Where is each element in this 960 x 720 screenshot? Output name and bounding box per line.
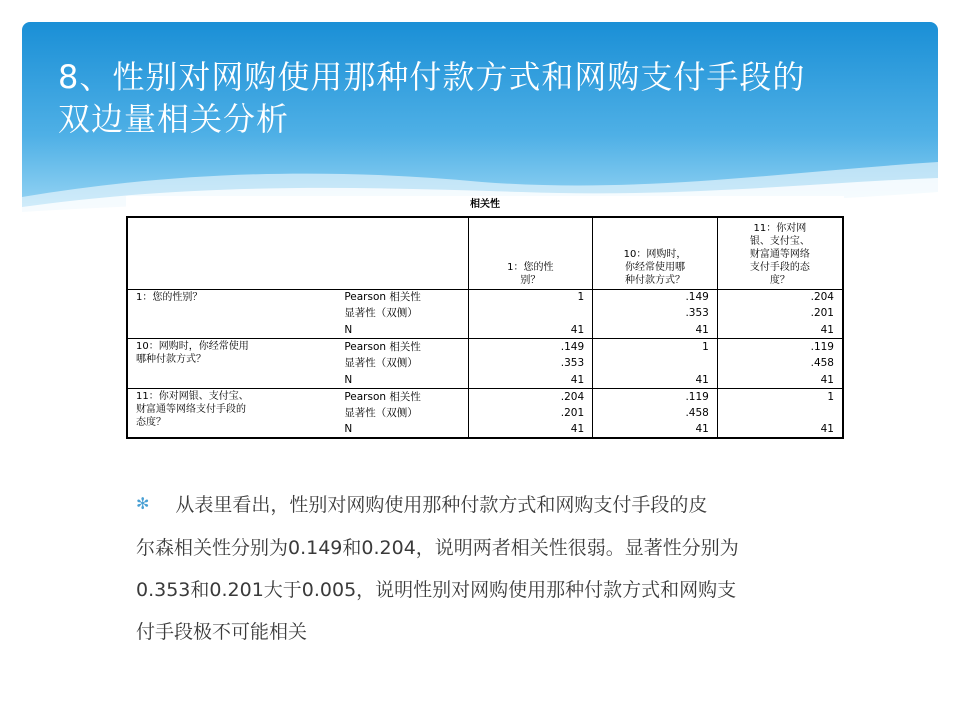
table-cell	[717, 405, 843, 422]
table-cell: .353	[593, 306, 718, 323]
table-cell: 41	[468, 422, 593, 439]
row-variable-label: 11：你对网银、支付宝、 财富通等网络支付手段的 态度？	[127, 389, 336, 439]
row-statistic-label: N	[336, 422, 468, 439]
table-cell: 41	[468, 372, 593, 389]
body-paragraph	[136, 484, 886, 653]
table-row	[127, 389, 843, 406]
column-header-3: 11：你对网 银、支付宝、 财富通等网络 支付手段的态 度？	[717, 217, 843, 289]
body-line-2: 尔森相关性分别为0.149和0.204，说明两者相关性很弱。显著性分别为	[136, 537, 739, 559]
table-cell: .149	[593, 289, 718, 306]
row-statistic-label: Pearson 相关性	[336, 339, 468, 356]
row-statistic-label: Pearson 相关性	[336, 389, 468, 406]
table-caption: 相关性	[470, 199, 500, 210]
table-cell: .458	[593, 405, 718, 422]
table-cell: 41	[593, 372, 718, 389]
slide-title	[58, 56, 918, 140]
row-statistic-label: 显著性（双侧）	[336, 355, 468, 372]
table-cell: 41	[717, 372, 843, 389]
row-statistic-label: N	[336, 322, 468, 339]
table-header-row	[127, 217, 843, 289]
row-statistic-label: 显著性（双侧）	[336, 405, 468, 422]
table-cell: .353	[468, 355, 593, 372]
table-cell: .149	[468, 339, 593, 356]
table-cell: .201	[717, 306, 843, 323]
table-cell: 1	[593, 339, 718, 356]
row-variable-label: 1：您的性别？	[127, 289, 336, 339]
table-cell: 41	[717, 422, 843, 439]
table-cell: .204	[717, 289, 843, 306]
table-cell: .204	[468, 389, 593, 406]
table-cell: 41	[717, 322, 843, 339]
correlation-table	[126, 216, 844, 439]
table-cell: 1	[468, 289, 593, 306]
table-cell: .458	[717, 355, 843, 372]
row-variable-label: 10：网购时，你经常使用 哪种付款方式？	[127, 339, 336, 389]
table-cell: .201	[468, 405, 593, 422]
body-line-4: 付手段极不可能相关	[136, 621, 308, 643]
title-line-2: 双边量相关分析	[58, 100, 290, 138]
correlation-table-image	[126, 196, 844, 442]
table-row	[127, 339, 843, 356]
column-header-2: 10：网购时， 你经常使用哪 种付款方式？	[593, 217, 718, 289]
title-line-1: 8、性别对网购使用那种付款方式和网购支付手段的	[58, 58, 806, 96]
table-cell: 41	[593, 422, 718, 439]
row-statistic-label: Pearson 相关性	[336, 289, 468, 306]
table-cell: 1	[717, 389, 843, 406]
asterisk-bullet-icon: ✻	[136, 494, 150, 513]
row-statistic-label: N	[336, 372, 468, 389]
table-cell: .119	[593, 389, 718, 406]
column-header-1: 1：您的性 别？	[468, 217, 593, 289]
row-statistic-label: 显著性（双侧）	[336, 306, 468, 323]
table-cell: 41	[593, 322, 718, 339]
body-line-1: 从表里看出，性别对网购使用那种付款方式和网购支付手段的皮	[175, 494, 708, 516]
body-line-3: 0.353和0.201大于0.005，说明性别对网购使用那种付款方式和网购支	[136, 579, 737, 601]
table-row	[127, 289, 843, 306]
header-corner-cell	[127, 217, 468, 289]
table-cell: 41	[468, 322, 593, 339]
table-cell	[468, 306, 593, 323]
table-cell: .119	[717, 339, 843, 356]
table-cell	[593, 355, 718, 372]
